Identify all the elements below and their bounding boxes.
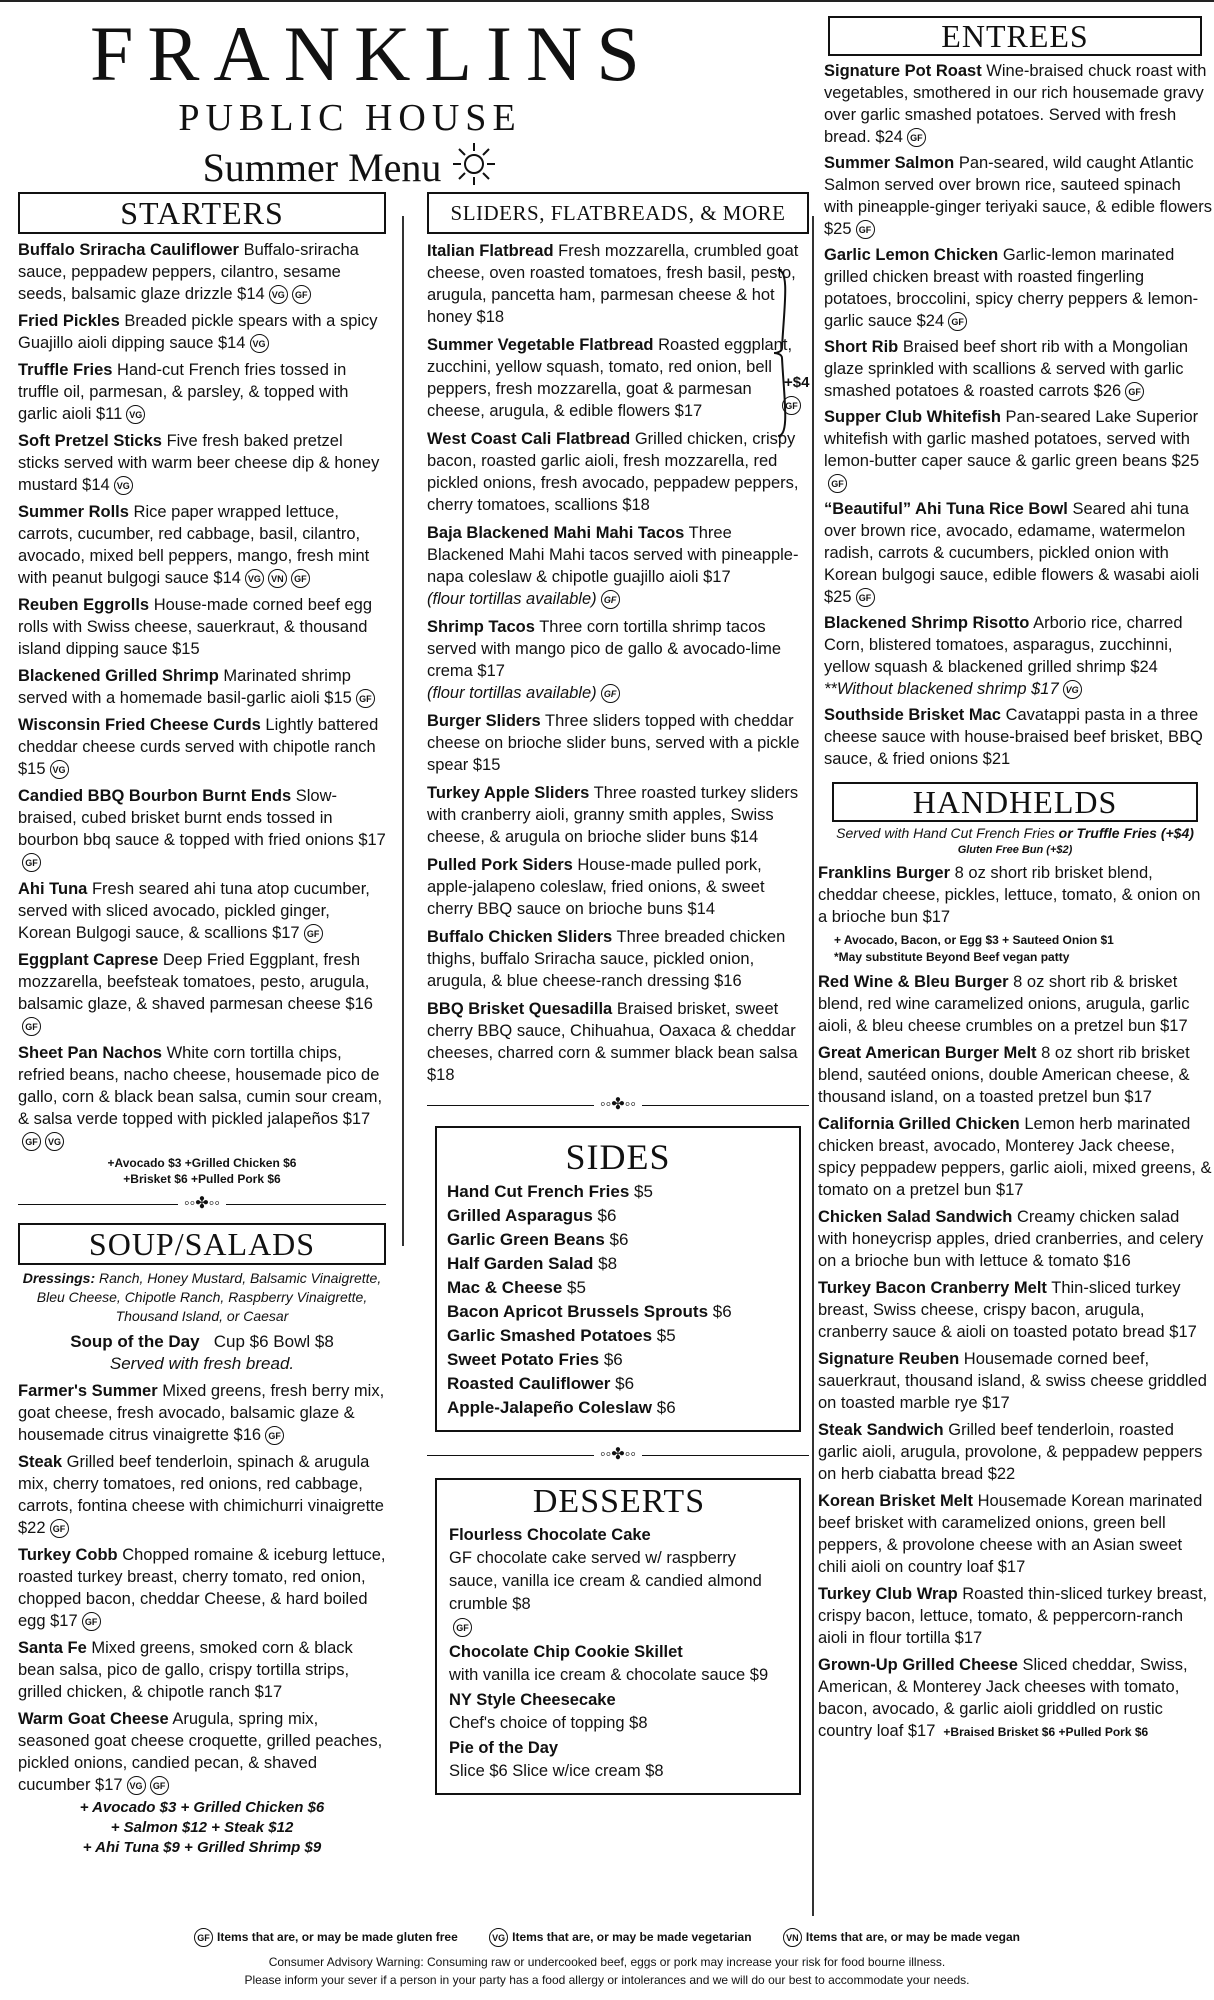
item-name: Blackened Grilled Shrimp (18, 667, 219, 685)
gf-icon: GF (907, 128, 926, 147)
menu-item (818, 1348, 1212, 1414)
item-description: with vanilla ice cream & chocolate sauce $9 (449, 1666, 769, 1684)
legend-gf (194, 1930, 458, 1944)
menu-item (18, 785, 386, 873)
side-item (447, 1204, 789, 1228)
menu-item (449, 1737, 789, 1783)
handhelds-heading: HANDHELDS (832, 782, 1198, 822)
starters-addons-1: +Avocado $3 +Grilled Chicken $6 (107, 1156, 297, 1170)
menu-item (18, 239, 386, 305)
menu-item (18, 1708, 386, 1796)
side-price: $6 (609, 1230, 629, 1249)
item-description: 8 oz short rib brisket blend, sautéed onions, double American cheese, & thousand island, on a toasted pretzel bun $17 (818, 1044, 1190, 1106)
menu-item (824, 60, 1212, 148)
side-item (447, 1180, 789, 1204)
item-name: Burger Sliders (427, 712, 541, 730)
menu-item (18, 665, 386, 709)
menu-item (818, 1206, 1212, 1272)
menu-item (18, 501, 386, 589)
flatbread-brace (770, 268, 810, 438)
menu-item (427, 998, 809, 1086)
item-description: Seared ahi tuna over brown rice, avocado, edamame, watermelon radish, carrots & cucumbers, pickled onion with Korean bulgogi sauce, edible flowers & wasabi aioli $25 (824, 500, 1200, 606)
item-description: Marinated shrimp served with a homemade basil-garlic aioli $15 (18, 667, 352, 707)
item-name: Buffalo Chicken Sliders (427, 928, 613, 946)
brand-subtitle: PUBLIC HOUSE (178, 97, 522, 139)
item-name: Wisconsin Fried Cheese Curds (18, 716, 261, 734)
allergy-note: Please inform your sever if a person in your party has a food allergy or intolerances and we will do our best to accommodate your needs. (244, 1973, 970, 1988)
gf-icon: GF (304, 924, 323, 943)
column-divider-left (402, 216, 404, 1246)
vg-icon: VG (1063, 680, 1082, 699)
item-description: Lightly battered cheddar cheese curds served with chipotle ranch $15 (18, 716, 379, 778)
side-name: Sweet Potato Fries (447, 1350, 600, 1369)
menu-item (818, 1042, 1212, 1108)
soup-note: Served with fresh bread. (109, 1354, 295, 1373)
item-name: Farmer's Summer (18, 1382, 158, 1400)
gf-icon: GF (194, 1928, 213, 1947)
handhelds-note-2: or Truffle Fries (+$4) (1058, 825, 1194, 841)
gf-icon: GF (22, 1017, 41, 1036)
item-name: Shrimp Tacos (427, 618, 535, 636)
menu-item (818, 1654, 1212, 1743)
desserts-list (449, 1524, 789, 1783)
menu-item (427, 616, 809, 704)
item-description: Grilled beef tenderloin, roasted garlic aioli, arugula, provolone, & peppadew peppers on herb ciabatta bread $22 (818, 1421, 1203, 1483)
item-name: Steak (18, 1453, 63, 1471)
side-price: $6 (615, 1374, 635, 1393)
salads-list (18, 1380, 386, 1796)
item-name: Korean Brisket Melt (818, 1492, 973, 1510)
item-description: Slow-braised, cubed brisket burnt ends tossed in bourbon bbq sauce & topped with fried onions $17 (18, 787, 386, 849)
item-name: “Beautiful” Ahi Tuna Rice Bowl (824, 500, 1068, 518)
menu-item (427, 522, 809, 610)
vg-icon: VG (245, 569, 264, 588)
item-description: Buffalo-sriracha sauce, peppadew peppers, cilantro, sesame seeds, balsamic glaze drizzle $14 (18, 241, 359, 303)
item-name: Soft Pretzel Sticks (18, 432, 162, 450)
item-description: Pan-seared, wild caught Atlantic Salmon served over brown rice, sauteed spinach with pineapple-ginger teriyaki sauce, & edible flowers $25 (824, 154, 1212, 238)
gf-icon: GF (948, 312, 967, 331)
item-name: Fried Pickles (18, 312, 120, 330)
vg-icon: VG (489, 1928, 508, 1947)
menu-item (18, 1544, 386, 1632)
vg-icon: VG (45, 1132, 64, 1151)
item-name: Great American Burger Melt (818, 1044, 1037, 1062)
vg-icon: VG (269, 285, 288, 304)
item-description: GF chocolate cake served w/ raspberry sauce, vanilla ice cream & candied almond crumble $8 (449, 1549, 762, 1613)
menu-item (427, 240, 809, 328)
item-description: Three sliders topped with cheddar cheese on brioche slider buns, served with a pickle spear $15 (427, 712, 800, 774)
soups-heading: SOUP/SALADS (18, 1223, 386, 1265)
menu-item (449, 1524, 789, 1639)
menu-item (427, 710, 809, 776)
item-name: Turkey Cobb (18, 1546, 118, 1564)
item-description: Creamy chicken salad with honeycrisp apples, dried cranberries, and celery on a brioche bun with lettuce & tomato $16 (818, 1208, 1204, 1270)
legend-vn-text: Items that are, or may be made vegan (805, 1930, 1020, 1944)
starters-addons-2: +Brisket $6 +Pulled Pork $6 (123, 1172, 281, 1186)
vg-icon: VG (50, 760, 69, 779)
menu-item (18, 1451, 386, 1539)
salad-addons-2: + Salmon $12 + Steak $12 (110, 1819, 294, 1836)
item-name: NY Style Cheesecake (449, 1691, 616, 1709)
menu-item (18, 949, 386, 1037)
item-description: Deep Fried Eggplant, fresh mozzarella, beefsteak tomatoes, pesto, arugula, balsamic glaze, & shaved parmesan cheese $16 (18, 951, 373, 1013)
burger-vegan-note: *May substitute Beyond Beef vegan patty (834, 950, 1070, 964)
soup-name: Soup of the Day (70, 1332, 200, 1351)
item-description: Arugula, spring mix, seasoned goat cheese croquette, grilled peaches, pickled onions, candied pecan, & shaved cucumber $17 (18, 1710, 383, 1794)
item-name: Franklins Burger (818, 864, 951, 882)
side-name: Grilled Asparagus (447, 1206, 593, 1225)
item-description: Cavatappi pasta in a three cheese sauce with house-braised beef brisket, BBQ sauce, & fried onions $21 (824, 706, 1203, 768)
item-description: Housemade Korean marinated beef brisket with caramelized onions, green bell peppers, & provolone cheese with an Asian sweet chili aioli on country loaf $17 (818, 1492, 1203, 1576)
side-item (447, 1348, 789, 1372)
burger-addons: + Avocado, Bacon, or Egg $3 + Sauteed Onion $1 (834, 933, 1114, 947)
side-name: Mac & Cheese (447, 1278, 563, 1297)
menu-item (824, 612, 1212, 700)
left-column (18, 192, 386, 1858)
item-name: Signature Reuben (818, 1350, 960, 1368)
side-name: Roasted Cauliflower (447, 1374, 611, 1393)
gf-icon: GF (453, 1618, 472, 1637)
item-description: Three Blackened Mahi Mahi tacos served with pineapple-napa coleslaw & chipotle guajillo aioli $17 (427, 524, 799, 586)
menu-item (427, 782, 809, 848)
dressings-list: Ranch, Honey Mustard, Balsamic Vinaigrette, Bleu Cheese, Chipotle Ranch, Raspberry Vinaigrette, Thousand Island, or Caesar (36, 1270, 382, 1324)
side-item (447, 1300, 789, 1324)
menu-item (18, 430, 386, 496)
menu-item (824, 336, 1212, 402)
sides-box (435, 1126, 801, 1432)
vn-icon: VN (268, 569, 287, 588)
item-description: Housemade corned beef, sauerkraut, thousand island, & swiss cheese griddled on toasted marble rye $17 (818, 1350, 1207, 1412)
top-rule (0, 0, 1214, 2)
side-price: $6 (712, 1302, 732, 1321)
menu-item (818, 862, 1212, 928)
gf-icon: GF (50, 1519, 69, 1538)
item-name: Italian Flatbread (427, 242, 554, 260)
brand-name: FRANKLINS (90, 10, 654, 97)
side-price: $5 (634, 1182, 653, 1201)
menu-item (818, 1583, 1212, 1649)
ornament-divider: ◦◦✤◦◦ (427, 1096, 809, 1116)
dressings-note (18, 1269, 386, 1326)
menu-item (824, 244, 1212, 332)
gf-icon: GF (782, 396, 801, 415)
gf-icon: GF (150, 1776, 169, 1795)
side-item (447, 1276, 789, 1300)
side-price: $5 (567, 1278, 586, 1297)
item-description: Arborio rice, charred Corn, blistered tomatoes, asparagus, zucchinni, yellow squash & blackened grilled shrimp $24 (824, 614, 1183, 676)
item-description: Garlic-lemon marinated grilled chicken breast with roasted fingerling potatoes, broccolini, spicy cherry peppers & lemon-garlic sauce $24 (824, 246, 1199, 330)
season-label: Summer Menu (202, 145, 442, 190)
menu-item (824, 704, 1212, 770)
side-item (447, 1372, 789, 1396)
item-name: Summer Vegetable Flatbread (427, 336, 654, 354)
item-description: White corn tortilla chips, refried beans, nacho cheese, housemade pico de gallo, corn & black bean salsa, cumin sour cream, & salsa verde topped with pickled jalapeños $17 (18, 1044, 383, 1128)
item-description: Three roasted turkey sliders with cranberry aioli, granny smith apples, Swiss cheese, & arugula on brioche slider buns $14 (427, 784, 799, 846)
column-divider-right (812, 216, 814, 1916)
gf-icon: GF (1125, 382, 1144, 401)
item-name: Blackened Shrimp Risotto (824, 614, 1030, 632)
side-item (447, 1396, 789, 1420)
item-name: Turkey Club Wrap (818, 1585, 958, 1603)
item-description: Mixed greens, smoked corn & black bean salsa, pico de gallo, crispy tortilla strips, grilled chicken, & chipotle ranch $17 (18, 1639, 353, 1701)
gf-icon: GF (856, 220, 875, 239)
item-name: West Coast Cali Flatbread (427, 430, 631, 448)
item-description: Fresh mozzarella, crumbled goat cheese, oven roasted tomatoes, fresh basil, pesto, arugula, pancetta ham, parmesan cheese & hot honey $18 (427, 242, 799, 326)
item-description: 8 oz short rib brisket blend, cheddar cheese, pickles, lettuce, tomato, & onion on a brioche bun $17 (818, 864, 1201, 926)
menu-item (427, 428, 809, 516)
gf-icon: GF (828, 474, 847, 493)
gf-icon: GF (856, 588, 875, 607)
item-name: Truffle Fries (18, 361, 113, 379)
item-name: Ahi Tuna (18, 880, 88, 898)
ornament-divider: ◦◦✤◦◦ (18, 1195, 386, 1215)
item-extra: +Braised Brisket $6 +Pulled Pork $6 (943, 1725, 1149, 1739)
gf-icon: GF (601, 590, 620, 609)
desserts-heading: DESSERTS (532, 1483, 706, 1520)
item-description: Grilled chicken, crispy bacon, roasted garlic aioli, fresh mozzarella, red pickled onions, fresh avocado, peppadew peppers, cherry tomatoes, scallions $18 (427, 430, 799, 514)
item-description: Fresh seared ahi tuna atop cucumber, served with sliced avocado, pickled ginger, Korean Bulgogi sauce, & scallions $17 (18, 880, 370, 942)
menu-item (818, 1113, 1212, 1201)
menu-item (18, 1637, 386, 1703)
sliders-heading: SLIDERS, FLATBREADS, & MORE (427, 192, 809, 234)
entrees-list (818, 60, 1212, 770)
gf-icon: GF (292, 285, 311, 304)
item-name: Warm Goat Cheese (18, 1710, 169, 1728)
legend-gf-text: Items that are, or may be made gluten free (217, 1930, 458, 1944)
gf-icon: GF (356, 689, 375, 708)
side-item (447, 1228, 789, 1252)
ornament-divider: ◦◦✤◦◦ (427, 1446, 809, 1466)
menu-item (427, 926, 809, 992)
item-name: Short Rib (824, 338, 899, 356)
item-description: Hand-cut French fries tossed in truffle oil, parmesan, & parsley, & topped with garlic aioli $11 (18, 361, 349, 423)
gf-icon: GF (82, 1612, 101, 1631)
item-description: Rice paper wrapped lettuce, carrots, cucumber, red cabbage, basil, cilantro, avocado, mixed bell peppers, mango, fresh mint with peanut bulgogi sauce $14 (18, 503, 370, 587)
handhelds-note (818, 824, 1212, 843)
item-name: Sheet Pan Nachos (18, 1044, 162, 1062)
item-description: Slice $6 Slice w/ice cream $8 (449, 1762, 664, 1780)
item-description: Breaded pickle spears with a spicy Guajillo aioli dipping sauce $14 (18, 312, 378, 352)
vg-icon: VG (114, 476, 133, 495)
menu-item (449, 1641, 789, 1687)
item-description: Three breaded chicken thighs, buffalo Sriracha sauce, pickled onion, arugula, & blue cheese-ranch dressing $16 (427, 928, 786, 990)
footer (0, 1928, 1214, 1989)
vg-icon: VG (127, 1776, 146, 1795)
item-description: Roasted eggplant, zucchini, yellow squash, tomato, red onion, bell peppers, fresh mozzarella, goat & parmesan cheese, arugula, & edible flowers $17 (427, 336, 793, 420)
side-name: Half Garden Salad (447, 1254, 594, 1273)
menu-item (18, 1042, 386, 1152)
vn-icon: VN (783, 1928, 802, 1947)
menu-item (18, 878, 386, 944)
handhelds-note-1: Served with Hand Cut French Fries (836, 825, 1055, 841)
vg-icon: VG (250, 334, 269, 353)
menu-item (824, 152, 1212, 240)
vg-icon: VG (126, 405, 145, 424)
item-name: Signature Pot Roast (824, 62, 982, 80)
item-name: Red Wine & Bleu Burger (818, 973, 1009, 991)
item-name: Turkey Bacon Cranberry Melt (818, 1279, 1047, 1297)
item-name: Pie of the Day (449, 1739, 559, 1757)
gf-icon: GF (22, 1132, 41, 1151)
item-name: Chocolate Chip Cookie Skillet (449, 1643, 683, 1661)
side-name: Garlic Smashed Potatoes (447, 1326, 653, 1345)
gf-icon: GF (265, 1426, 284, 1445)
item-note: (flour tortillas available) GF (427, 588, 809, 610)
sides-heading: SIDES (565, 1137, 671, 1177)
item-description: Braised brisket, sweet cherry BBQ sauce, Chihuahua, Oaxaca & cheddar cheeses, charred corn & summer black bean salsa $18 (427, 1000, 798, 1084)
menu-item (18, 714, 386, 780)
item-description: House-made pulled pork, apple-jalapeno coleslaw, fried onions, & sweet cherry BBQ sauce on brioche buns $14 (427, 856, 765, 918)
side-name: Hand Cut French Fries (447, 1182, 630, 1201)
item-description: Five fresh baked pretzel sticks served with warm beer cheese dip & honey mustard $14 (18, 432, 380, 494)
soup-of-day (18, 1330, 386, 1353)
legend-vg-text: Items that are, or may be made vegetarian (512, 1930, 752, 1944)
menu-item (818, 1277, 1212, 1343)
middle-column (427, 192, 809, 1795)
item-name: Steak Sandwich (818, 1421, 944, 1439)
item-name: Garlic Lemon Chicken (824, 246, 999, 264)
gf-icon: GF (291, 569, 310, 588)
item-description: Grilled beef tenderloin, spinach & arugula mix, cherry tomatoes, red onions, red cabbage, carrots, fontina cheese with chimichurri vinaigrette $22 (18, 1453, 384, 1537)
menu-item (818, 971, 1212, 1037)
menu-item (427, 854, 809, 920)
menu-item (449, 1689, 789, 1735)
side-price: $5 (656, 1326, 676, 1345)
side-name: Apple-Jalapeño Coleslaw (447, 1398, 652, 1417)
item-description: Sliced cheddar, Swiss, American, & Monterey Jack cheeses with tomato, bacon, avocado, & garlic aioli griddled on rustic country loaf $17 (818, 1656, 1188, 1740)
side-price: $8 (598, 1254, 618, 1273)
item-description: Chopped romaine & iceburg lettuce, roasted turkey breast, cherry tomato, red onion, chopped bacon, cheddar Cheese, & hard boiled egg $17 (18, 1546, 386, 1630)
item-description: Chef's choice of topping $8 (449, 1714, 648, 1732)
item-note: (flour tortillas available) GF (427, 682, 809, 704)
menu-item (818, 1490, 1212, 1578)
item-name: Baja Blackened Mahi Mahi Tacos (427, 524, 685, 542)
item-description: Mixed greens, fresh berry mix, goat cheese, fresh avocado, balsamic glaze & housemade citrus vinaigrette $16 (18, 1382, 385, 1444)
item-name: Chicken Salad Sandwich (818, 1208, 1013, 1226)
item-description: Thin-sliced turkey breast, Swiss cheese, crispy bacon, arugula, cranberry sauce & aioli on toasted potato bread $17 (818, 1279, 1197, 1341)
item-description: Lemon herb marinated chicken breast, avocado, Monterey Jack cheese, spicy peppadew peppers, garlic aioli, mixed greens, & tomato on a pretzel bun $17 (818, 1115, 1212, 1199)
salad-addons-1: + Avocado $3 + Grilled Chicken $6 (79, 1799, 325, 1816)
item-description: Braised beef short rib with a Mongolian glaze sprinkled with scallions & served with garlic smashed potatoes & roasted carrots $26 (824, 338, 1189, 400)
item-name: Santa Fe (18, 1639, 87, 1657)
item-name: Flourless Chocolate Cake (449, 1526, 651, 1544)
soup-price: Cup $6 Bowl $8 (213, 1332, 334, 1351)
item-name: Supper Club Whitefish (824, 408, 1001, 426)
item-description: 8 oz short rib & brisket blend, red wine caramelized onions, arugula, garlic aioli, & bleu cheese crumbles on a pretzel bun $17 (818, 973, 1190, 1035)
menu-item (18, 594, 386, 660)
right-column (818, 16, 1212, 1743)
item-name: Buffalo Sriracha Cauliflower (18, 241, 239, 259)
item-name: Reuben Eggrolls (18, 596, 150, 614)
gluten-free-bun-note: Gluten Free Bun (+$2) (957, 844, 1073, 856)
item-description: Wine-braised chuck roast with vegetables, smothered in our rich housemade gravy over garlic smashed potatoes. Served with fresh bread. $24 (824, 62, 1207, 146)
gf-icon: GF (601, 684, 620, 703)
starters-heading: STARTERS (18, 192, 386, 234)
menu-item (824, 406, 1212, 494)
side-name: Bacon Apricot Brussels Sprouts (447, 1302, 709, 1321)
item-description: Pan-seared Lake Superior whitefish with garlic mashed potatoes, served with lemon-butter caper sauce & garlic green beans $25 (824, 408, 1200, 470)
item-name: BBQ Brisket Quesadilla (427, 1000, 613, 1018)
item-description: Roasted thin-sliced turkey breast, crispy bacon, lettuce, tomato, & peppercorn-ranch aioli in flour tortilla $17 (818, 1585, 1208, 1647)
dressings-label: Dressings: (22, 1270, 96, 1286)
menu-item (824, 498, 1212, 608)
item-name: Turkey Apple Sliders (427, 784, 590, 802)
item-name: Grown-Up Grilled Cheese (818, 1656, 1018, 1674)
side-price: $6 (656, 1398, 676, 1417)
item-name: California Grilled Chicken (818, 1115, 1020, 1133)
menu-item (18, 1380, 386, 1446)
salad-addons-3: + Ahi Tuna $9 + Grilled Shrimp $9 (82, 1839, 322, 1856)
side-name: Garlic Green Beans (447, 1230, 605, 1249)
item-name: Pulled Pork Siders (427, 856, 573, 874)
dietary-legend (0, 1928, 1214, 1947)
side-item (447, 1324, 789, 1348)
desserts-box (435, 1478, 801, 1795)
sliders-list (427, 240, 809, 1086)
item-name: Summer Rolls (18, 503, 129, 521)
masthead (90, 8, 654, 202)
gf-icon: GF (22, 853, 41, 872)
item-name: Candied BBQ Bourbon Burnt Ends (18, 787, 292, 805)
legend-vn (783, 1930, 1020, 1944)
menu-item (427, 334, 809, 422)
consumer-advisory: Consumer Advisory Warning: Consuming raw or undercooked beef, eggs or pork may increase your risk for food bourne illness. (268, 1955, 946, 1970)
side-price: $6 (597, 1206, 617, 1225)
item-description: House-made corned beef egg rolls with Swiss cheese, sauerkraut, & thousand island dipping sauce $15 (18, 596, 373, 658)
side-item (447, 1252, 789, 1276)
item-name: Southside Brisket Mac (824, 706, 1001, 724)
menu-item (818, 1419, 1212, 1485)
starters-list (18, 239, 386, 1152)
entrees-heading: ENTREES (828, 16, 1202, 56)
side-price: $6 (603, 1350, 623, 1369)
sides-list (447, 1180, 789, 1420)
item-note: **Without blackened shrimp $17 VG (824, 678, 1212, 700)
flatbread-upcharge: +$4 (784, 374, 810, 391)
item-name: Eggplant Caprese (18, 951, 159, 969)
item-name: Summer Salmon (824, 154, 955, 172)
handhelds-list (818, 862, 1212, 1743)
menu-item (18, 359, 386, 425)
legend-vg (489, 1930, 751, 1944)
item-description: Three corn tortilla shrimp tacos served with mango pico de gallo & avocado-lime crema $17 (427, 618, 782, 680)
menu-item (18, 310, 386, 354)
